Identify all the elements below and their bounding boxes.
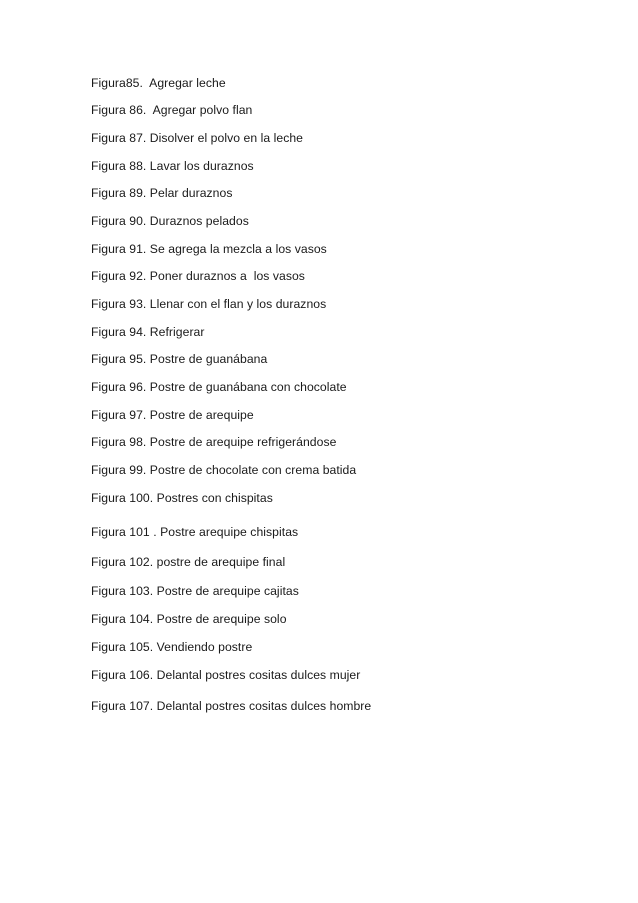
figure-entry-99: Figura 99. Postre de chocolate con crema batida xyxy=(91,463,357,477)
figure-entry-96: Figura 96. Postre de guanábana con chocolate xyxy=(91,380,347,394)
figure-entry-103: Figura 103. Postre de arequipe cajitas xyxy=(91,584,299,598)
figure-entry-91: Figura 91. Se agrega la mezcla a los vasos xyxy=(91,242,327,256)
figure-entry-105: Figura 105. Vendiendo postre xyxy=(91,640,253,654)
figure-entry-89: Figura 89. Pelar duraznos xyxy=(91,186,233,200)
figure-entry-94: Figura 94. Refrigerar xyxy=(91,325,205,339)
figure-entry-95: Figura 95. Postre de guanábana xyxy=(91,352,268,366)
figure-entry-87: Figura 87. Disolver el polvo en la leche xyxy=(91,131,304,145)
figure-entry-85: Figura85. Agregar leche xyxy=(91,76,226,90)
figure-entry-102: Figura 102. postre de arequipe final xyxy=(91,555,286,569)
figure-entry-86: Figura 86. Agregar polvo flan xyxy=(91,103,253,117)
figure-entry-92: Figura 92. Poner duraznos a los vasos xyxy=(91,269,305,283)
figure-entry-106: Figura 106. Delantal postres cositas dulces mujer xyxy=(91,668,361,682)
figure-entry-97: Figura 97. Postre de arequipe xyxy=(91,408,254,422)
figure-entry-100: Figura 100. Postres con chispitas xyxy=(91,491,273,505)
figure-entry-104: Figura 104. Postre de arequipe solo xyxy=(91,612,287,626)
figure-entry-88: Figura 88. Lavar los duraznos xyxy=(91,159,254,173)
figure-entry-90: Figura 90. Duraznos pelados xyxy=(91,214,249,228)
figure-entry-98: Figura 98. Postre de arequipe refrigerándose xyxy=(91,435,337,449)
figure-entry-101: Figura 101 . Postre arequipe chispitas xyxy=(91,525,299,539)
figure-entry-93: Figura 93. Llenar con el flan y los duraznos xyxy=(91,297,327,311)
figure-entry-107: Figura 107. Delantal postres cositas dulces hombre xyxy=(91,699,372,713)
